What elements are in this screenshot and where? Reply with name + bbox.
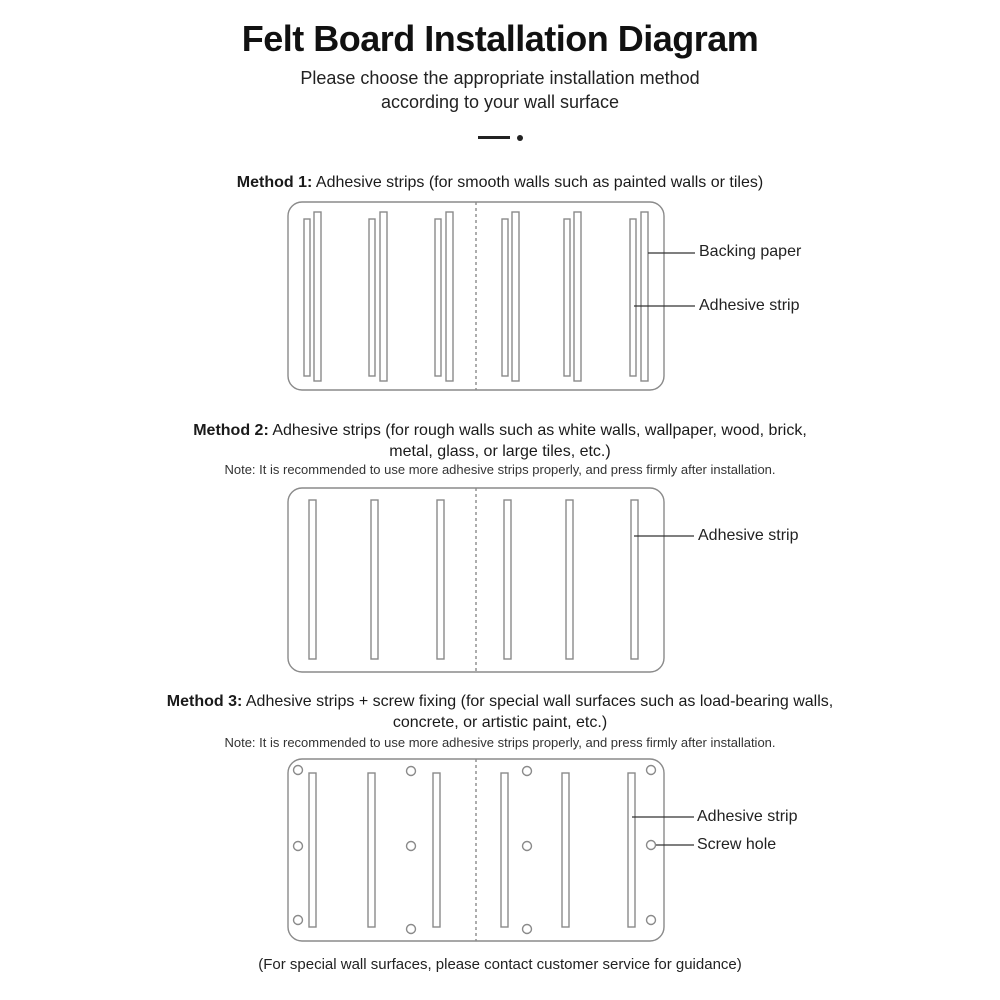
page-title: Felt Board Installation Diagram <box>241 18 759 59</box>
method-3-text-line-1: Adhesive strips + screw fixing (for special wall surfaces such as load-bearing walls, <box>242 693 834 710</box>
screw-hole <box>523 842 532 851</box>
method-3-board <box>288 759 664 941</box>
adhesive-strip <box>512 212 519 381</box>
method-3-text-line-2: concrete, or artistic paint, etc.) <box>392 714 608 731</box>
adhesive-strip <box>309 773 316 927</box>
adhesive-strip <box>501 773 508 927</box>
screw-hole <box>407 842 416 851</box>
screw-hole <box>407 767 416 776</box>
footer-note: (For special wall surfaces, please contact customer service for guidance) <box>258 956 742 973</box>
label-adhesive-strip: Adhesive strip <box>697 808 798 825</box>
screw-hole <box>647 841 656 850</box>
adhesive-strip <box>562 773 569 927</box>
adhesive-strip <box>437 500 444 659</box>
subtitle-line-1: Please choose the appropriate installation method <box>300 68 700 88</box>
adhesive-strip <box>314 212 321 381</box>
method-2-board <box>288 488 664 672</box>
method-2-text-line-2: metal, glass, or large tiles, etc.) <box>389 443 611 460</box>
backing-paper <box>304 219 310 376</box>
adhesive-strip <box>380 212 387 381</box>
board-outline <box>288 202 664 390</box>
adhesive-strip <box>628 773 635 927</box>
adhesive-strip <box>504 500 511 659</box>
method-3-note: Note: It is recommended to use more adhesive strips properly, and press firmly after installation. <box>224 735 776 750</box>
adhesive-strip <box>368 773 375 927</box>
screw-hole <box>523 925 532 934</box>
adhesive-strip <box>371 500 378 659</box>
adhesive-strip <box>309 500 316 659</box>
backing-paper <box>564 219 570 376</box>
adhesive-strip <box>641 212 648 381</box>
screw-hole <box>647 916 656 925</box>
screw-hole <box>407 925 416 934</box>
backing-paper <box>435 219 441 376</box>
screw-hole <box>294 766 303 775</box>
screw-hole <box>294 916 303 925</box>
screw-hole <box>647 766 656 775</box>
method-2-text-line-1: Adhesive strips (for rough walls such as white walls, wallpaper, wood, brick, <box>268 422 807 439</box>
screw-hole <box>523 767 532 776</box>
adhesive-strip <box>631 500 638 659</box>
screw-hole <box>294 842 303 851</box>
method-2-label: Method 2: <box>193 422 269 439</box>
label-screw-hole: Screw hole <box>697 836 777 853</box>
label-backing-paper: Backing paper <box>699 243 802 260</box>
backing-paper <box>630 219 636 376</box>
method-1-label: Method 1: <box>236 174 313 191</box>
adhesive-strip <box>446 212 453 381</box>
adhesive-strip <box>433 773 440 927</box>
method-2-note: Note: It is recommended to use more adhesive strips properly, and press firmly after installation. <box>224 462 776 477</box>
adhesive-strip <box>574 212 581 381</box>
backing-paper <box>369 219 375 376</box>
label-adhesive-strip: Adhesive strip <box>698 527 799 544</box>
backing-paper <box>502 219 508 376</box>
adhesive-strip <box>566 500 573 659</box>
method-3-label: Method 3: <box>166 693 243 710</box>
subtitle-line-2: according to your wall surface <box>380 92 620 112</box>
method-1-text: Adhesive strips (for smooth walls such as painted walls or tiles) <box>312 174 764 191</box>
label-adhesive-strip: Adhesive strip <box>699 297 800 314</box>
method-1-board <box>288 202 664 390</box>
